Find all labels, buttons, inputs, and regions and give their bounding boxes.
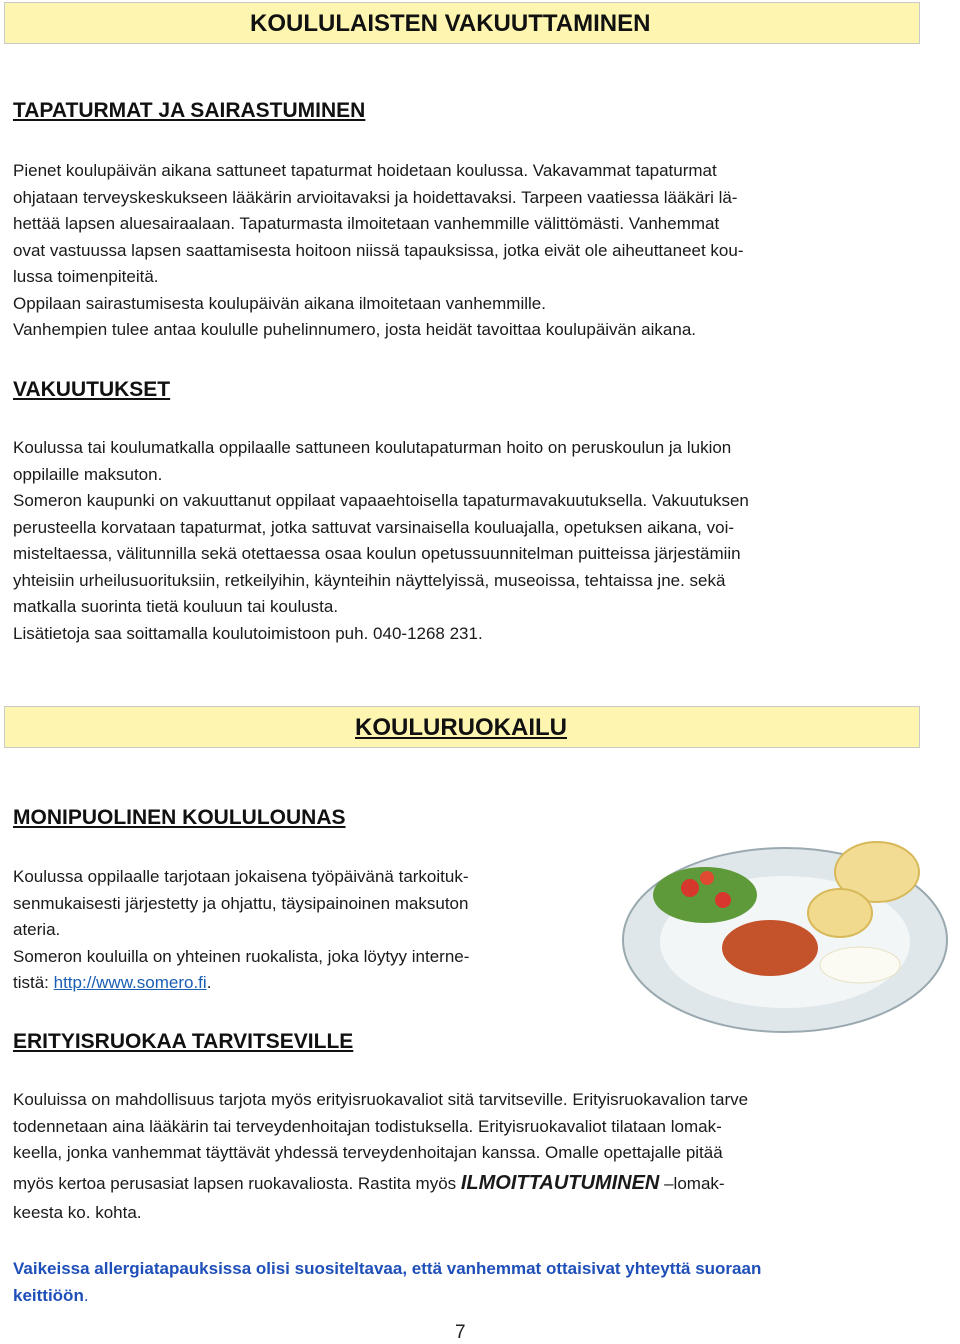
note-line: Vaikeissa allergiatapauksissa olisi suositeltavaa, että vanhemmat ottaisivat yhteyttä suoraan [13, 1259, 762, 1278]
note-keittio: keittiöön [13, 1285, 84, 1305]
paragraph-erityisruokaa [13, 1087, 748, 1226]
text-line: Someron kaupunki on vakuuttanut oppilaat vapaaehtoisella tapaturmavakuutuksella. Vakuutuksen [13, 491, 749, 510]
text-line: Vanhempien tulee antaa koululle puhelinnumero, josta heidät tavoittaa koulupäivän aikana. [13, 320, 696, 339]
tomato [681, 879, 699, 897]
paragraph-tapaturmat [13, 158, 744, 344]
meat-patty [722, 920, 818, 976]
sauce [820, 947, 900, 983]
text-line: Koulussa oppilaalle tarjotaan jokaisena työpäivänä tarkoituk- [13, 867, 469, 886]
text-line: keesta ko. kohta. [13, 1202, 142, 1222]
text-line: ateria. [13, 920, 61, 939]
page-number: 7 [455, 1322, 466, 1343]
tomato [700, 871, 714, 885]
text-line [13, 970, 469, 997]
somero-website-link[interactable]: http://www.somero.fi [53, 973, 207, 992]
text-line: Oppilaan sairastumisesta koulupäivän aikana ilmoitetaan vanhemmille. [13, 293, 546, 313]
text-line: lussa toimenpiteitä. [13, 267, 159, 286]
tomato [715, 892, 731, 908]
text-line: matkalla suorinta tietä kouluun tai koulusta. [13, 597, 339, 616]
paragraph-vakuutukset [13, 435, 749, 647]
note-line [13, 1283, 761, 1310]
allergy-note [13, 1256, 761, 1309]
text-line: Pienet koulupäivän aikana sattuneet tapaturmat hoidetaan koulussa. Vakavammat tapaturmat [13, 161, 717, 180]
banner-kouluruokailu: KOULURUOKAILU [4, 706, 920, 748]
text-line: ovat vastuussa lapsen saattamisesta hoitoon niissä tapauksissa, jotka eivät ole aiheuttaneet kou- [13, 240, 744, 260]
text-line: Lisätietoja saa soittamalla koulutoimistoon puh. 040-1268 231. [13, 623, 483, 643]
potato [808, 889, 872, 937]
text-line [13, 1167, 748, 1200]
text-line: todennetaan aina lääkärin tai terveydenhoitajan todistuksella. Erityisruokavaliot tilataan lomak- [13, 1116, 722, 1136]
text-line: perusteella korvataan tapaturmat, jotka sattuvat varsinaisella kouluajalla, opetuksen aikana, voi- [13, 517, 735, 537]
heading-monipuolinen-koululounas: MONIPUOLINEN KOULULOUNAS [13, 806, 346, 829]
text-line: misteltaessa, välitunnilla sekä otettaessa osaa koulun opetussuunnitelman puitteissa järjestämiin [13, 544, 741, 563]
heading-tapaturmat: TAPATURMAT JA SAIRASTUMINEN [13, 99, 366, 122]
text-suffix: –lomak- [659, 1173, 725, 1193]
heading-vakuutukset: VAKUUTUKSET [13, 378, 171, 401]
text-prefix: myös kertoa perusasiat lapsen ruokavaliosta. Rastita myös [13, 1173, 461, 1193]
heading-erityisruokaa: ERITYISRUOKAA TARVITSEVILLE [13, 1030, 354, 1053]
banner-koululaisten-vakuuttaminen: KOULULAISTEN VAKUUTTAMINEN [4, 2, 920, 44]
text-line: keella, jonka vanhemmat täyttävät yhdessä terveydenhoitajan kanssa. Omalle opettajalle pitää [13, 1143, 723, 1162]
text-prefix: tistä: [13, 973, 54, 992]
text-line: hettää lapsen aluesairaalaan. Tapaturmasta ilmoitetaan vanhemmille välittömästi. Vanhemmat [13, 214, 720, 233]
text-line: oppilaille maksuton. [13, 464, 163, 484]
text-line: Koulussa tai koulumatkalla oppilaalle sattuneen koulutapaturman hoito on peruskoulun ja lukion [13, 438, 732, 457]
text-suffix: . [206, 973, 212, 992]
plate-illustration [615, 800, 955, 1045]
text-line: yhteisiin urheilusuorituksiin, retkeilyihin, käynteihin näyttelyissä, museoissa, tehtaissa jne. sekä [13, 570, 726, 590]
paragraph-koululounas [13, 864, 469, 997]
emphasis-ilmoittautuminen: ILMOITTAUTUMINEN [460, 1171, 660, 1194]
text-line: senmukaisesti järjestetty ja ohjattu, täysipainoinen maksuton [13, 893, 469, 913]
text-line: Kouluissa on mahdollisuus tarjota myös erityisruokavaliot sitä tarvitseville. Erityisruokavalion tarve [13, 1090, 749, 1109]
text-line: ohjataan terveyskeskukseen lääkärin arvioitavaksi ja hoidettavaksi. Tarpeen vaatiessa lääkäri lä- [13, 187, 738, 207]
note-period: . [83, 1285, 89, 1305]
text-line: Someron kouluilla on yhteinen ruokalista, joka löytyy interne- [13, 946, 470, 966]
